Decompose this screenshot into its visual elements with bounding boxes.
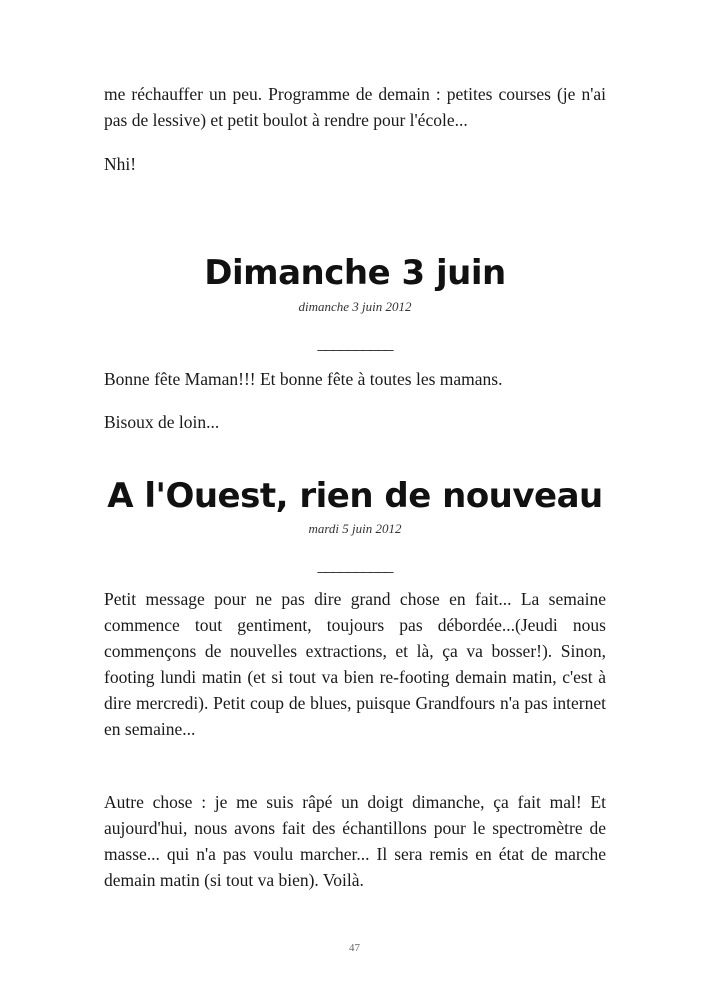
post-date: mardi 5 juin 2012	[308, 521, 402, 536]
post-paragraph: Petit message pour ne pas dire grand chose en fait... La semaine commence tout gentiment, toujours pas débordée...(Jeudi nous commençons de nouvelles extractions, et là, ça va bosser!). Sinon, footing lundi matin (et si tout va bien re-footing demain matin, c'est à dire mercredi). Petit coup de blues, puisque Grandfours n'a pas internet en semaine...	[104, 589, 606, 739]
post-separator: __________	[317, 334, 393, 353]
post-paragraph: Bonne fête Maman!!! Et bonne fête à toutes les mamans.	[104, 369, 503, 389]
intro-paragraph: me réchauffer un peu. Programme de demain : petites courses (je n'ai pas de lessive) et petit boulot à rendre pour l'école...	[104, 84, 606, 130]
post-date: dimanche 3 juin 2012	[298, 299, 412, 314]
post-title: A l'Ouest, rien de nouveau	[107, 476, 603, 516]
post-title: Dimanche 3 juin	[204, 253, 506, 293]
post-paragraph: Autre chose : je me suis râpé un doigt dimanche, ça fait mal! Et aujourd'hui, nous avons fait des échantillons pour le spectromètre de masse... qui n'a pas voulu marcher... Il sera remis en état de marche demain matin (si tout va bien). Voilà.	[104, 792, 606, 890]
post-paragraph: Bisoux de loin...	[104, 412, 220, 432]
intro-signoff: Nhi!	[104, 154, 137, 174]
page-number: 47	[349, 942, 360, 954]
post-separator: __________	[317, 556, 393, 575]
